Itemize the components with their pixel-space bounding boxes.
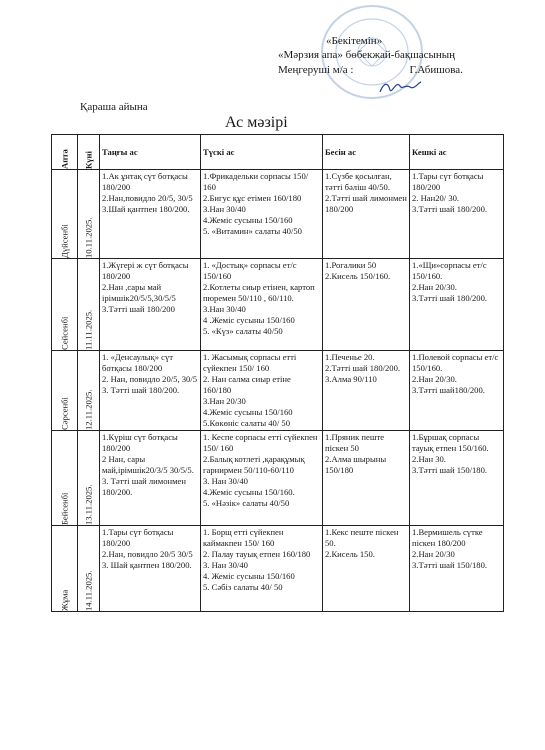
lunch-item: 4.Жеміс сусыны 150/160 [203, 407, 293, 417]
breakfast-item: 2. Нан, повидло 20/5, 30/5 [102, 374, 198, 384]
breakfast-cell [100, 259, 201, 351]
lunch-item: 3.Нан 30/40 [203, 204, 246, 214]
snack-item: 1.Сүзбе қосылған, тәтті бәліш 40/50. [325, 171, 392, 192]
dinner-item: 1.Вермишель сүтке піскен 180/200 [412, 527, 483, 548]
breakfast-item: 3. Тәтті шай лимонмен 180/200. [102, 476, 186, 497]
lunch-item: 3. Нан 30/40 [203, 476, 248, 486]
snack-item: 1.Печенье 20. [325, 352, 375, 362]
header-week: Апта [52, 135, 78, 170]
dinner-item: 1.«Щи»сорпасы ет/с 150/160. [412, 260, 487, 281]
lunch-item: 1. Жасымық сорпасы етті сүйекпен 150/ 160 [203, 352, 297, 373]
weekday-cell: Жұма [52, 526, 78, 612]
snack-cell [323, 351, 410, 431]
lunch-item: 4.Жеміс сусыны 150/160. [203, 487, 295, 497]
breakfast-item: 1.Күріш сүт ботқасы 180/200 [102, 432, 178, 453]
lunch-item: 1. Борщ етті сүйекпен каймакпен 150/ 160 [203, 527, 284, 548]
institution-name: «Мәрзия апа» бөбекжай-бақшасының [278, 49, 456, 61]
breakfast-item: 2.Нан, повидло 20/5 30/5 [102, 549, 193, 559]
lunch-cell [201, 431, 323, 526]
lunch-item: 3. Нан 30/40 [203, 560, 248, 570]
dinner-item: 3.Тәтті шай 150/180. [412, 560, 488, 570]
breakfast-item: 2.Нан,повидло 20/5, 30/5 [102, 193, 193, 203]
lunch-item: 5. «Витамин» салаты 40/50 [203, 226, 302, 236]
breakfast-cell [100, 351, 201, 431]
lunch-item: 5.Көкөніс салаты 40/ 50 [203, 418, 290, 428]
table-row [52, 431, 504, 526]
lunch-cell [201, 170, 323, 259]
dinner-cell [410, 351, 504, 431]
dinner-item: 2.Нан 20/30. [412, 374, 457, 384]
dinner-item: 2.Нан 30. [412, 454, 446, 464]
date-cell: 10.11.2025. [78, 170, 100, 259]
dinner-item: 1.Полевой сорпасы ет/с 150/160. [412, 352, 499, 373]
dinner-item: 2. Нан20/ 30. [412, 193, 460, 203]
lunch-item: 4.Жеміс сусыны 150/160 [203, 215, 293, 225]
breakfast-cell [100, 170, 201, 259]
snack-item: 2.Кисель 150. [325, 549, 375, 559]
table-header-row [52, 135, 504, 170]
weekday-cell: Дүйсенбі [52, 170, 78, 259]
dinner-item: 2.Нан 20/30 [412, 549, 455, 559]
snack-item: 2.Тәтті шай 180/200. [325, 363, 401, 373]
lunch-cell [201, 351, 323, 431]
snack-item: 1.Кекс пеште піскен 50. [325, 527, 399, 548]
director-label: Меңгеруші м/а : [278, 64, 354, 76]
lunch-item: 4. Жеміс сусыны 150/160 [203, 571, 295, 581]
lunch-item: 2.Бигус құс етімен 160/180 [203, 193, 302, 203]
dinner-item: 3.Тәтті шай 180/200. [412, 204, 488, 214]
snack-cell [323, 431, 410, 526]
date-cell: 14.11.2025. [78, 526, 100, 612]
snack-item: 2.Тәтті шай лимонмен 180/200 [325, 193, 407, 214]
breakfast-item: 1.Тары сүт ботқасы 180/200 [102, 527, 174, 548]
breakfast-cell [100, 431, 201, 526]
table-row [52, 170, 504, 259]
date-cell: 13.11.2025. [78, 431, 100, 526]
dinner-cell [410, 431, 504, 526]
lunch-item: 4 .Жеміс сусыны 150/160 [203, 315, 295, 325]
lunch-item: 2. Палау тауық етпен 160/180 [203, 549, 311, 559]
lunch-item: 1.Фрикадельки сорпасы 150/ 160 [203, 171, 309, 192]
dinner-item: 2.Нан 20/30. [412, 282, 457, 292]
lunch-item: 2.Котлеты сиыр етінен, картоп пюремен 50/110 , 60/110. [203, 282, 315, 303]
table-row [52, 526, 504, 612]
page-title: Ас мәзірі [225, 114, 288, 131]
snack-cell [323, 259, 410, 351]
lunch-item: 5. Сәбіз салаты 40/ 50 [203, 582, 283, 592]
weekday-cell: Сейсенбі [52, 259, 78, 351]
snack-item: 2.Кисель 150/160. [325, 271, 391, 281]
breakfast-cell [100, 526, 201, 612]
snack-item: 1.Пряник пеште піскен 50 [325, 432, 385, 453]
snack-cell [323, 526, 410, 612]
director-line [278, 63, 463, 77]
table-row [52, 259, 504, 351]
dinner-cell [410, 526, 504, 612]
breakfast-item: 2 Нан, сары май,ірімшік20/3/5 30/5/5. [102, 454, 194, 475]
lunch-cell [201, 526, 323, 612]
header-dinner: Кешкі ас [410, 135, 504, 170]
dinner-cell [410, 259, 504, 351]
menu-table [51, 134, 504, 612]
breakfast-item: 3.Тәтті шай 180/200 [102, 304, 175, 314]
dinner-item: 1.Тары сүт ботқасы 180/200 [412, 171, 484, 192]
snack-item: 1.Рогалики 50 [325, 260, 377, 270]
lunch-item: 5. «Күз» салаты 40/50 [203, 326, 283, 336]
lunch-item: 1. Кеспе сорпасы етті сүйекпен 150/ 160 [203, 432, 318, 453]
dinner-item: 1.Бұршақ сорпасы тауық етпен 150/160. [412, 432, 489, 453]
month-label: Қараша айына [80, 101, 148, 113]
breakfast-item: 2.Нан ,сары май ірімшік20/5/5,30/5/5 [102, 282, 176, 303]
approved-label: «Бекітемін» [326, 35, 383, 47]
weekday-cell: Сәрсенбі [52, 351, 78, 431]
snack-item: 3.Алма 90/110 [325, 374, 377, 384]
signature-icon [378, 78, 422, 96]
lunch-cell [201, 259, 323, 351]
breakfast-item: 1.Ак ұнтақ сүт ботқасы 180/200 [102, 171, 188, 192]
breakfast-item: 1.Жүгері ж сүт ботқасы 180/200 [102, 260, 189, 281]
breakfast-item: 3.Шай қантпен 180/200. [102, 204, 190, 214]
snack-item: 2.Алма шырыны 150/180 [325, 454, 387, 475]
date-cell: 11.11.2025. [78, 259, 100, 351]
table-row [52, 351, 504, 431]
header-date: Күні [78, 135, 100, 170]
dinner-item: 3.Тәтті шай 150/180. [412, 465, 488, 475]
dinner-cell [410, 170, 504, 259]
dinner-item: 3.Тәтті шай 180/200. [412, 293, 488, 303]
header-lunch: Түскі ас [201, 135, 323, 170]
date-cell: 12.11.2025. [78, 351, 100, 431]
lunch-item: 2.Балық котлеті ,қарақұмық гарнирмен 50/110-60/110 [203, 454, 305, 475]
weekday-cell: Бейсенбі [52, 431, 78, 526]
snack-cell [323, 170, 410, 259]
dinner-item: 3.Тәтті шай180/200. [412, 385, 485, 395]
director-name: Г.Абишова. [409, 64, 463, 76]
header-breakfast: Таңғы ас [100, 135, 201, 170]
lunch-item: 5. «Нәзік» салаты 40/50 [203, 498, 290, 508]
lunch-item: 3.Нан 30/40 [203, 304, 246, 314]
header-snack: Бесін ас [323, 135, 410, 170]
lunch-item: 1. «Достық» сорпасы ет/с 150/160 [203, 260, 297, 281]
lunch-item: 3.Нан 20/30 [203, 396, 246, 406]
breakfast-item: 3. Шай қантпен 180/200. [102, 560, 192, 570]
lunch-item: 2. Нан салма сиыр етіне 160/180 [203, 374, 291, 395]
breakfast-item: 3. Тәтті шай 180/200. [102, 385, 180, 395]
breakfast-item: 1. «Денсаулық» сүт ботқасы 180/200 [102, 352, 174, 373]
